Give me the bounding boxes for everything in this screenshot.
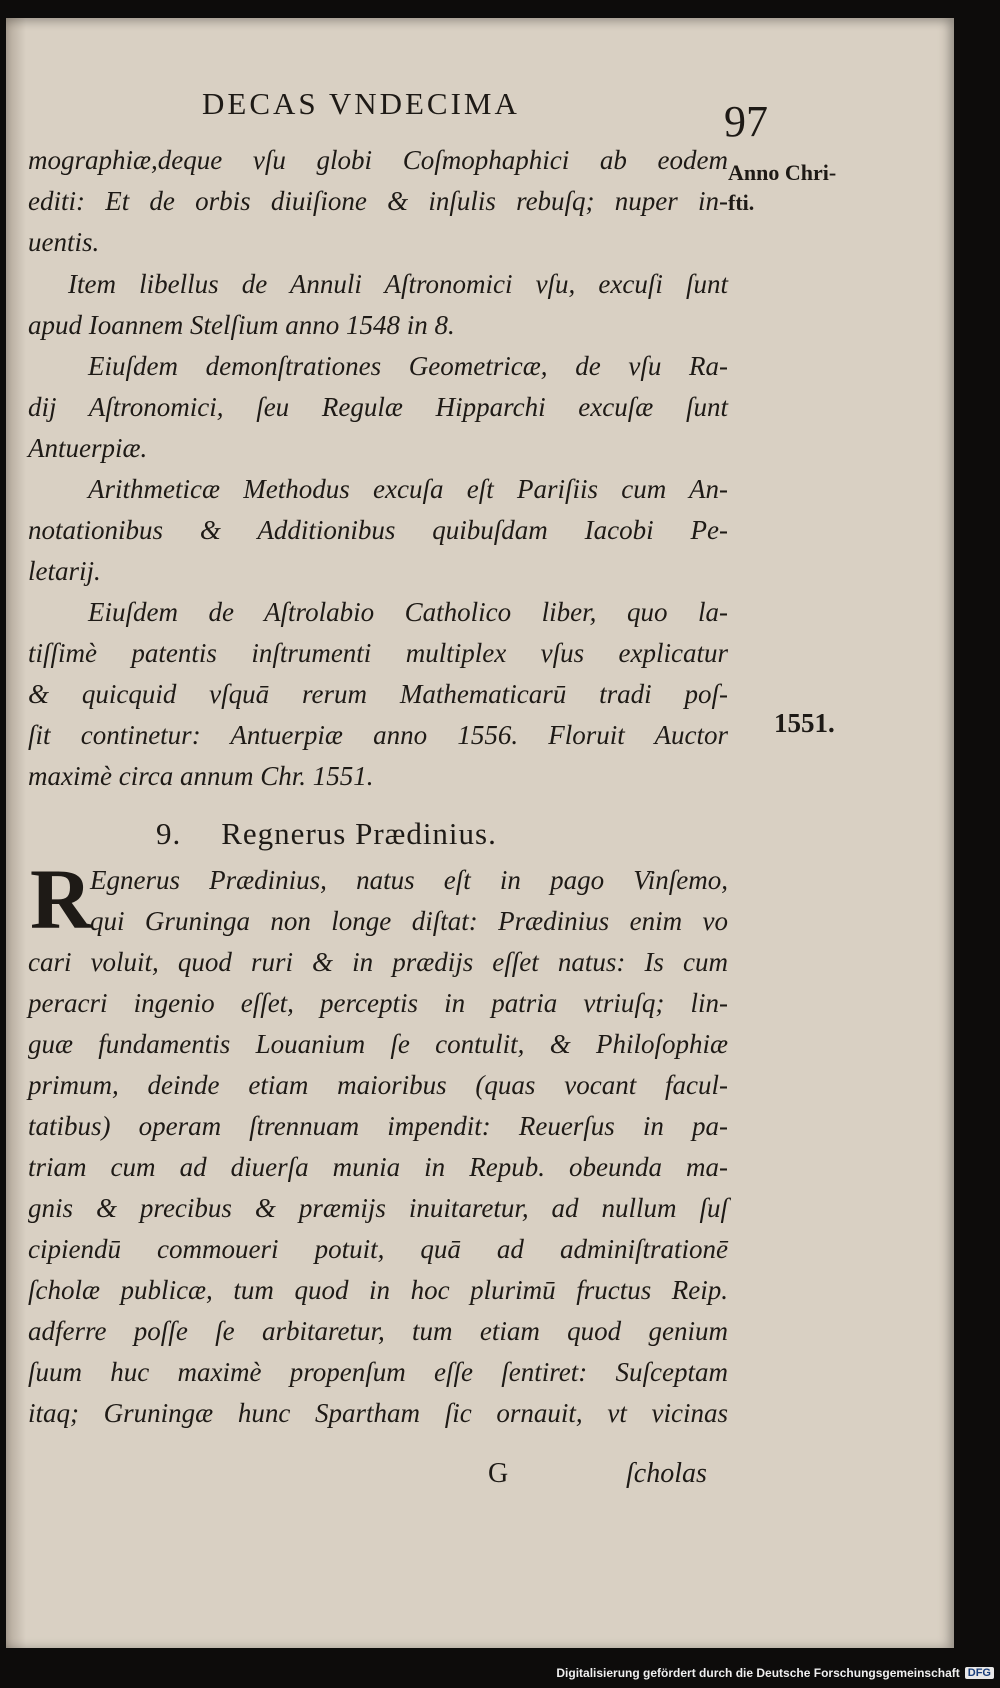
margin-note [728,158,868,218]
text-line: Arithmeticæ Methodus excuſa eſt Pariſiis cum An- [88,474,728,504]
margin-note-line: fti. [728,190,755,215]
running-head: DECAS VNDECIMA [202,86,520,121]
text-line: editi: Et de orbis diuiſione & inſulis rebuſq; nuper in- [28,186,728,216]
text-line: maximè circa annum Chr. 1551. [28,761,374,791]
bibliography-paragraphs [28,264,728,797]
text-line: ſit continetur: Antuerpiæ anno 1556. Floruit Auctor [28,720,728,750]
text-line: cipiendū commoueri potuit, quā ad adminiſtrationē [28,1234,728,1264]
text-line: uentis. [28,227,100,257]
text-line: Item libellus de Annuli Aſtronomici vſu, excuſi ſunt [68,269,728,299]
text-line: & quicquid vſquā rerum Mathematicarū tradi poſ- [28,679,728,709]
text-line: Eiuſdem de Aſtrolabio Catholico liber, quo la- [88,597,728,627]
signature-mark: G [488,1458,509,1489]
text-line: notationibus & Additionibus quibuſdam Iacobi Pe- [28,515,728,545]
text-line: primum, deinde etiam maioribus (quas vocant facul- [28,1070,728,1100]
text-line: Antuerpiæ. [28,433,148,463]
text-line: guæ fundamentis Louanium ſe contulit, & Philoſophiæ [28,1029,728,1059]
text-line: cari voluit, quod ruri & in prædijs eſſet natus: Is cum [28,947,728,977]
drop-cap: R [30,851,93,947]
text-line: triam cum ad diuerſa munia in Repub. obeunda ma- [28,1152,728,1182]
text-line: ſuum huc maximè propenſum eſſe ſentiret: Suſceptam [28,1357,728,1387]
text-line: Egnerus Prædinius, natus eſt in pago Vinſemo, [90,865,728,895]
text-line: tiſſimè patentis inſtrumenti multiplex vſus explicatur [28,638,728,668]
text-line: Eiuſdem demonſtrationes Geometricæ, de vſu Ra- [88,351,728,381]
biography-paragraph-head [90,860,728,942]
margin-year: 1551. [774,708,835,738]
text-line: ſcholæ publicæ, tum quod in hoc plurimū fructus Reip. [28,1275,728,1305]
digitization-credit [556,1666,994,1680]
text-line: letarij. [28,556,101,586]
text-line: gnis & precibus & præmijs inuitaretur, ad nullum ſuſ [28,1193,728,1223]
paragraph-continuation [28,140,728,263]
text-line: peracri ingenio eſſet, perceptis in patria vtriuſq; lin- [28,988,728,1018]
catchword: ſcholas [626,1458,707,1489]
section-number: 9. [156,816,182,851]
section-title: Regnerus Prædinius. [221,816,497,851]
dfg-logo: DFG [965,1667,994,1679]
text-line: dij Aſtronomici, ſeu Regulæ Hipparchi excuſæ ſunt [28,392,728,422]
text-line: apud Ioannem Stelſium anno 1548 in 8. [28,310,455,340]
section-heading [156,816,497,852]
text-line: itaq; Gruningæ hunc Spartham ſic ornauit, vt vicinas [28,1398,728,1428]
text-line: adferre poſſe ſe arbitaretur, tum etiam quod genium [28,1316,728,1346]
text-line: tatibus) operam ſtrennuam impendit: Reuerſus in pa- [28,1111,728,1141]
book-page [6,18,954,1648]
text-line: mographiæ,deque vſu globi Coſmophaphici ab eodem [28,145,728,175]
text-line: qui Gruninga non longe diſtat: Prædinius enim vo [90,906,728,936]
credit-text: Digitalisierung gefördert durch die Deutsche Forschungsgemeinschaft [556,1666,960,1680]
biography-paragraph [28,942,728,1434]
margin-note-line: Anno Chri- [728,160,837,185]
page-number: 97 [724,97,768,146]
